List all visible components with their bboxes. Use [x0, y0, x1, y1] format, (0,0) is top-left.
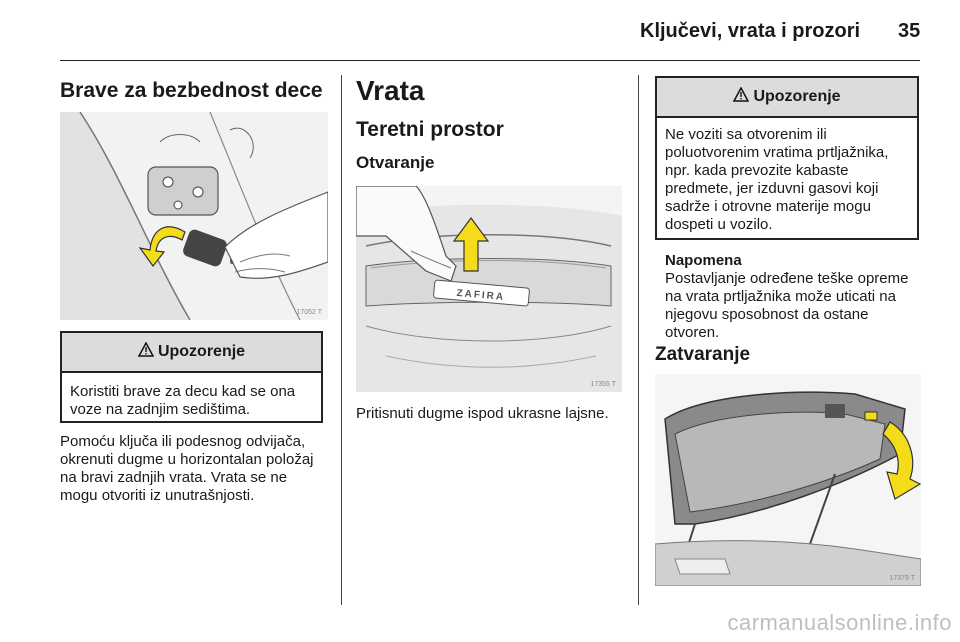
- page-number: 35: [898, 20, 921, 42]
- subsection-heading-opening: Otvaranje: [356, 153, 435, 172]
- subsection-heading-cargo: Teretni prostor: [356, 118, 504, 141]
- warning-text: Ne voziti sa otvorenim ili poluotvorenim vratima prtljažnika, npr. kada prevozite kabaste predmete, jer izduvni gasovi koji sadrže i otrovne materije mogu dospeti u vozilo.: [665, 126, 889, 233]
- zafira-badge: ZAFIRA: [456, 287, 506, 304]
- section-heading-child-locks: Brave za bezbednost dece: [60, 79, 323, 102]
- page-header-title: Ključevi, vrata i prozori: [640, 20, 861, 42]
- figure-code: 17379 T: [889, 575, 915, 582]
- warning-triangle-icon: [733, 87, 749, 107]
- warning-header: [62, 333, 321, 373]
- note-block: [665, 252, 920, 342]
- warning-title: Upozorenje: [753, 88, 841, 105]
- figure-code: 17052 T: [296, 309, 322, 316]
- note-text: Postavljanje određene teške opreme na vrata prtljažnika može uticati na njegovu sposobnost da ostane otvoren.: [665, 270, 909, 341]
- figure-code: 17355 T: [590, 381, 616, 388]
- warning-box-tailgate: [655, 76, 919, 240]
- column-divider-right: [638, 75, 639, 605]
- warning-title: Upozorenje: [157, 343, 246, 360]
- watermark: carmanualsonline.info: [727, 610, 952, 635]
- figure-child-lock: [60, 112, 328, 320]
- section-heading-doors: Vrata: [356, 75, 425, 106]
- column-divider-left: [341, 75, 342, 605]
- child-locks-paragraph: Pomoću ključa ili podesnog odvijača, okrenuti dugme u horizontalan položaj na bravi zadnjih vrata. Vrata se ne mogu otvoriti iz unutrašnjosti.: [60, 433, 314, 504]
- section-heading-closing: Zatvaranje: [655, 344, 751, 365]
- warning-box-child-locks: [60, 331, 323, 423]
- warning-header: [657, 78, 917, 118]
- note-title: Napomena: [665, 252, 742, 269]
- header-divider: [60, 60, 920, 61]
- figure-tailgate-opening: [356, 186, 622, 392]
- warning-text: Koristiti brave za decu kad se ona voze na zadnjim sedištima.: [70, 383, 296, 418]
- figure-tailgate-closing: [655, 374, 921, 586]
- opening-paragraph: Pritisnuti dugme ispod ukrasne lajsne.: [356, 405, 609, 422]
- warning-triangle-icon: [138, 342, 154, 362]
